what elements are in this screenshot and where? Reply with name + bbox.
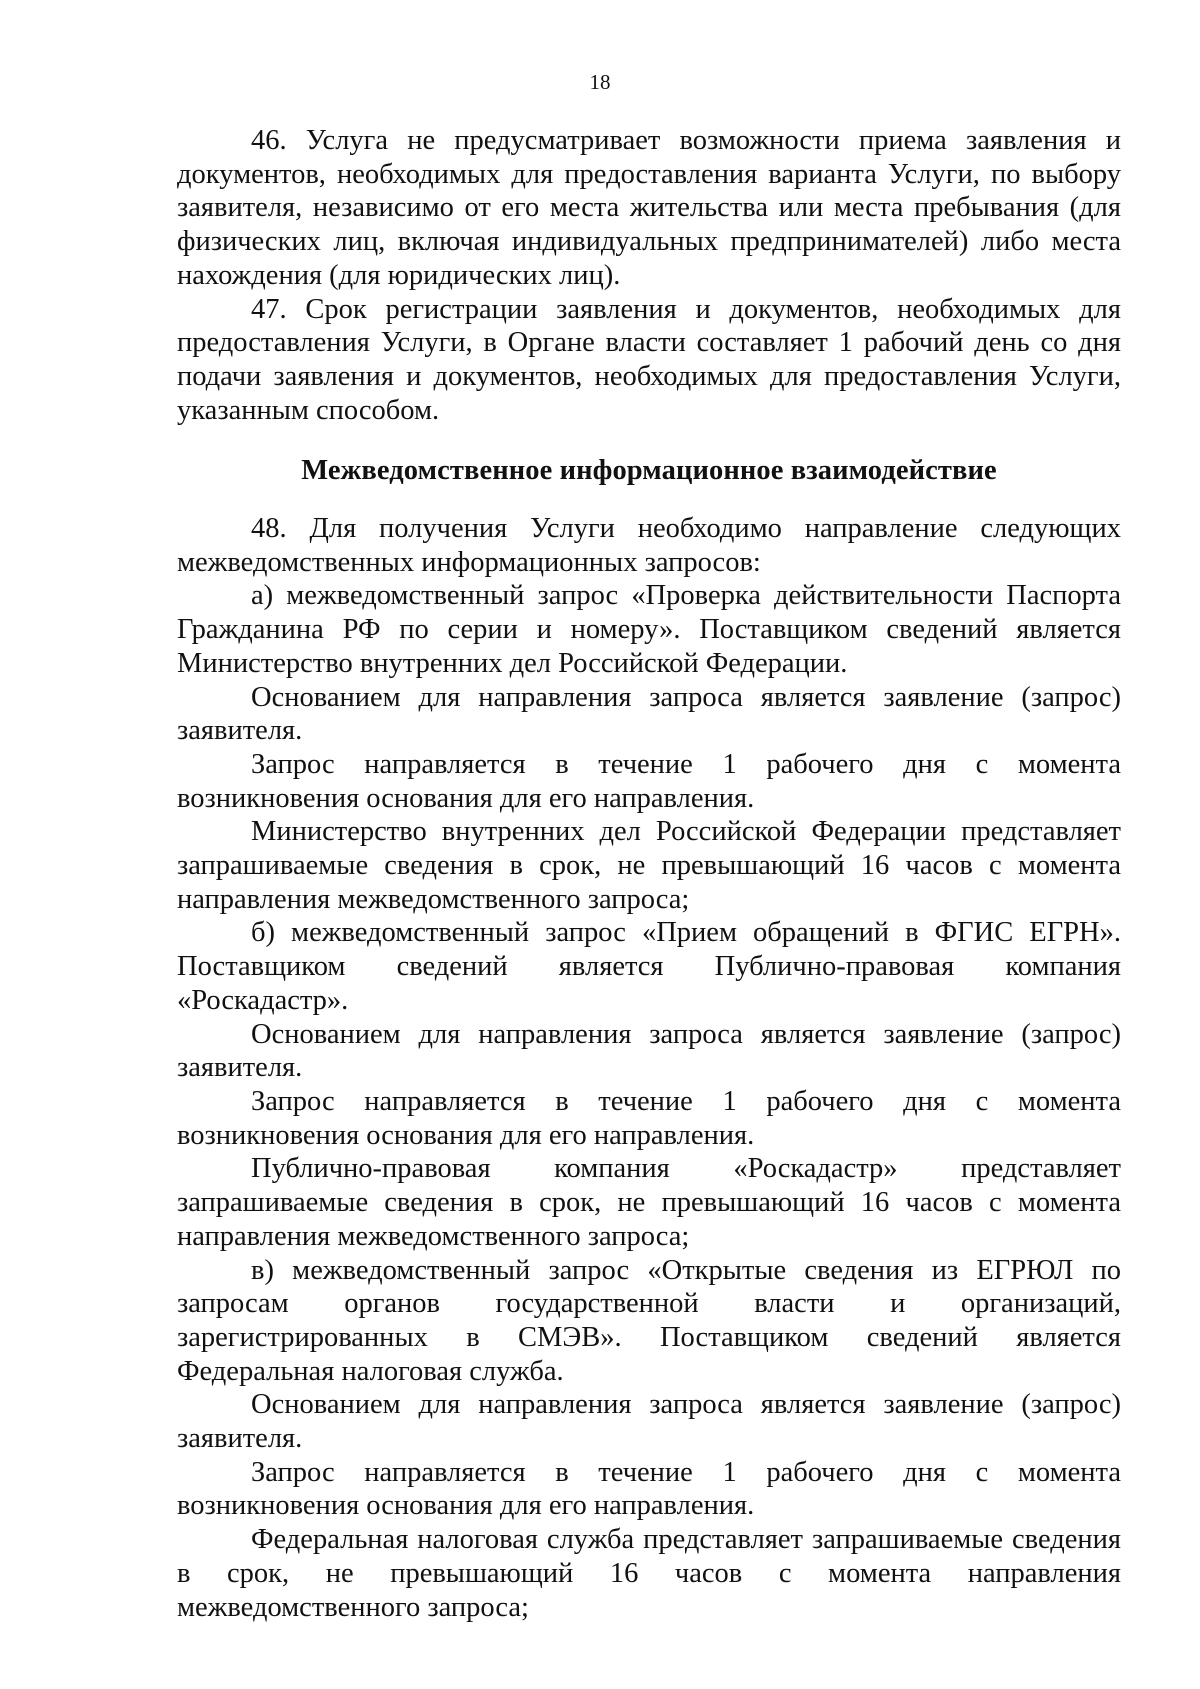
paragraph-term-c: Запрос направляется в течение 1 рабочего дня с момента возникновения основания для его направления. — [177, 1456, 1121, 1522]
document-body — [177, 124, 1121, 1624]
paragraph-provider-b: Публично-правовая компания «Роскадастр» представляет запрашиваемые сведения в срок, не превышающий 16 часов с момента направления межведомственного запроса; — [177, 1153, 1121, 1252]
paragraph-basis-a: Основанием для направления запроса является заявление (запрос) заявителя. — [177, 681, 1121, 747]
paragraph-basis-b: Основанием для направления запроса является заявление (запрос) заявителя. — [177, 1018, 1121, 1084]
list-item-a: а) межведомственный запрос «Проверка действительности Паспорта Гражданина РФ по серии и номеру». Поставщиком сведений является Министерство внутренних дел Российской Федерации. — [177, 580, 1121, 679]
paragraph-46: 46. Услуга не предусматривает возможности приема заявления и документов, необходимых для предоставления варианта Услуги, по выбору заявителя, независимо от его места жительства или места пребывания (для физических лиц, включая индивидуальных предпринимателей) либо места нахождения (для юридических лиц). — [177, 125, 1121, 291]
paragraph-provider-c: Федеральная налоговая служба представляет запрашиваемые сведения в срок, не превышающий 16 часов с момента направления межведомственного запроса; — [177, 1524, 1121, 1623]
paragraph-basis-c: Основанием для направления запроса является заявление (запрос) заявителя. — [177, 1389, 1121, 1455]
page-number: 18 — [589, 70, 611, 94]
list-item-c: в) межведомственный запрос «Открытые сведения из ЕГРЮЛ по запросам органов государственной власти и организаций, зарегистрированных в СМЭВ». Поставщиком сведений является Федеральная налоговая служба. — [177, 1254, 1121, 1387]
paragraph-provider-a: Министерство внутренних дел Российской Федерации представляет запрашиваемые сведения в срок, не превышающий 16 часов с момента направления межведомственного запроса; — [177, 816, 1121, 915]
section-heading: Межведомственное информационное взаимодействие — [301, 455, 997, 487]
paragraph-47: 47. Срок регистрации заявления и документов, необходимых для предоставления Услуги, в Органе власти составляет 1 рабочий день со дня подачи заявления и документов, необходимых для предоставления Услуги, указанным способом. — [177, 293, 1121, 426]
list-item-b: б) межведомственный запрос «Прием обращений в ФГИС ЕГРН». Поставщиком сведений является Публично-правовая компания «Роскадастр». — [177, 917, 1121, 1016]
paragraph-term-b: Запрос направляется в течение 1 рабочего дня с момента возникновения основания для его направления. — [177, 1085, 1121, 1151]
paragraph-term-a: Запрос направляется в течение 1 рабочего дня с момента возникновения основания для его направления. — [177, 748, 1121, 814]
paragraph-48: 48. Для получения Услуги необходимо направление следующих межведомственных информационных запросов: — [177, 513, 1121, 578]
